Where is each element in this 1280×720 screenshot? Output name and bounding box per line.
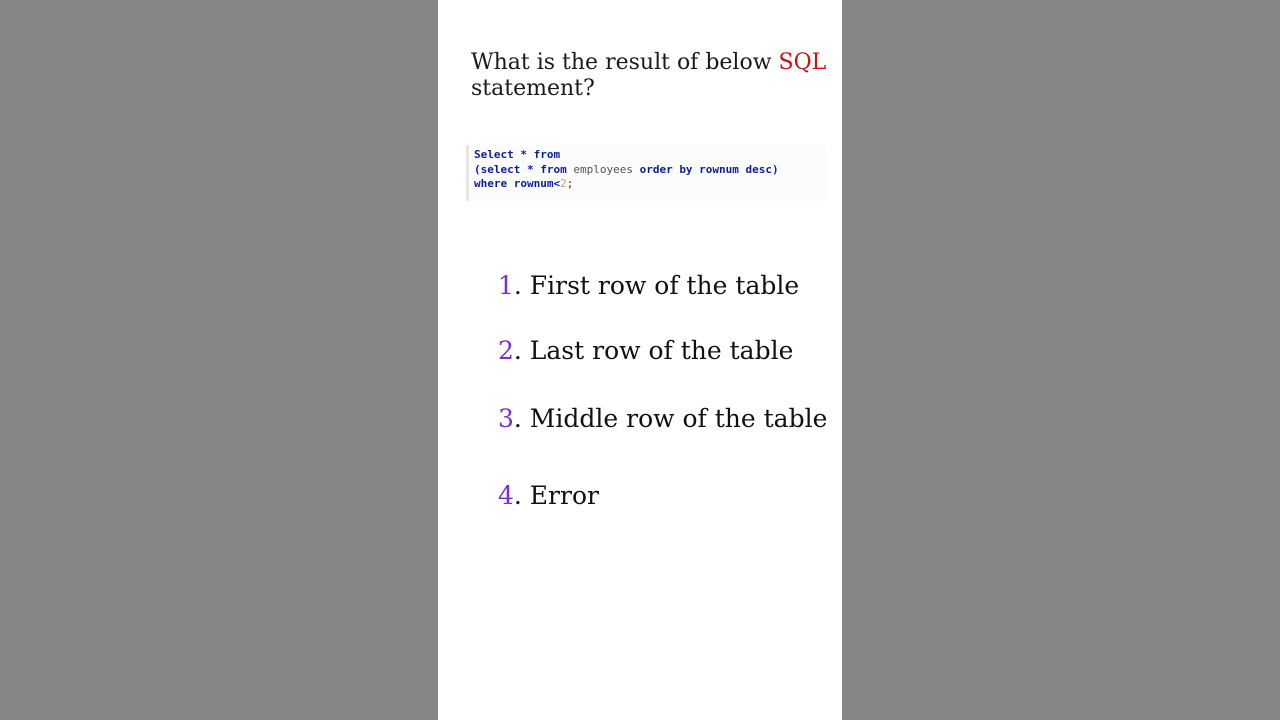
option-number: 4 <box>498 481 514 510</box>
code-keyword: Select * from <box>474 148 561 161</box>
option-number: 1 <box>498 271 514 300</box>
code-number: 2 <box>560 177 567 190</box>
sql-code-block <box>466 145 826 201</box>
answer-option-1[interactable] <box>498 271 799 301</box>
code-keyword: (select * from <box>474 162 567 176</box>
right-background <box>842 0 1280 720</box>
code-line-2 <box>474 163 826 178</box>
code-keyword: where rownum< <box>474 177 561 190</box>
quiz-panel <box>438 0 842 720</box>
option-text: . Error <box>513 481 599 510</box>
option-text: . Middle row of the table <box>513 404 828 433</box>
question-suffix: statement? <box>471 76 595 101</box>
code-line-1 <box>474 148 826 163</box>
code-table-name: employees <box>573 162 633 176</box>
question-highlight: SQL <box>778 50 827 75</box>
question-title <box>471 50 831 102</box>
option-number: 2 <box>498 336 514 365</box>
option-text: . Last row of the table <box>513 336 794 365</box>
answer-option-4[interactable] <box>498 481 599 511</box>
code-keyword: order by rownum desc) <box>639 162 779 176</box>
answer-option-2[interactable] <box>498 336 793 366</box>
answer-option-3[interactable] <box>498 404 827 434</box>
code-semicolon: ; <box>566 177 574 190</box>
left-background <box>0 0 438 720</box>
question-prefix: What is the result of below <box>471 50 779 75</box>
code-line-3 <box>474 177 826 192</box>
option-text: . First row of the table <box>513 271 800 300</box>
option-number: 3 <box>498 404 514 433</box>
